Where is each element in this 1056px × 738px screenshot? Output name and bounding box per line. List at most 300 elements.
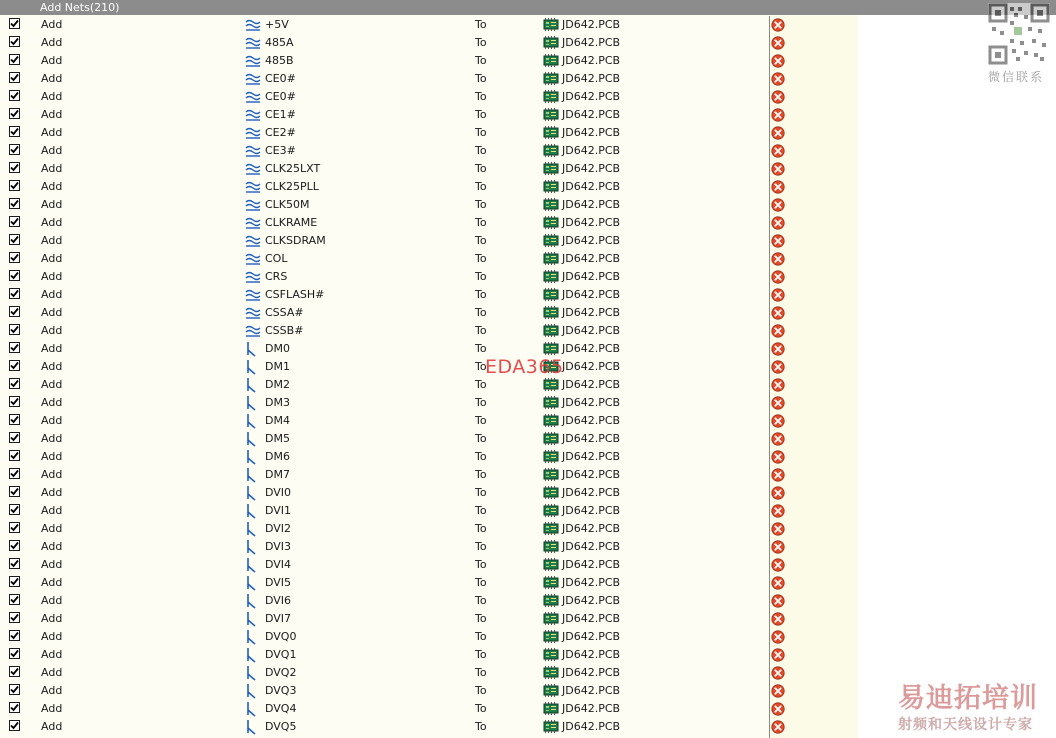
change-row[interactable] — [0, 466, 858, 484]
pcb-document-icon — [543, 378, 559, 391]
pcb-document-icon — [543, 342, 559, 355]
net-name: +5V — [265, 18, 289, 31]
checkmark-icon — [10, 55, 19, 64]
net-name: DVQ5 — [265, 720, 297, 733]
action-label: Add — [41, 162, 63, 175]
net-name: CLK25LXT — [265, 162, 321, 175]
net-name: CE0# — [265, 90, 296, 103]
change-row[interactable] — [0, 484, 858, 502]
target-document: JD642.PCB — [562, 540, 621, 553]
change-row[interactable] — [0, 448, 858, 466]
action-label: Add — [41, 684, 63, 697]
change-row[interactable] — [0, 88, 858, 106]
wire-net-icon — [245, 377, 261, 393]
target-document: JD642.PCB — [562, 198, 621, 211]
enable-checkbox[interactable] — [9, 612, 20, 623]
error-status-icon — [771, 630, 785, 644]
to-label: To — [475, 468, 487, 481]
checkmark-icon — [10, 667, 19, 676]
action-label: Add — [41, 486, 63, 499]
bus-net-icon — [245, 35, 261, 51]
to-label: To — [475, 684, 487, 697]
error-status-icon — [771, 252, 785, 266]
error-status-icon — [771, 648, 785, 662]
change-row[interactable] — [0, 124, 858, 142]
to-label: To — [475, 666, 487, 679]
wire-net-icon — [245, 539, 261, 555]
enable-checkbox[interactable] — [9, 720, 20, 731]
checkmark-icon — [10, 289, 19, 298]
to-label: To — [475, 324, 487, 337]
action-label: Add — [41, 450, 63, 463]
enable-checkbox[interactable] — [9, 234, 20, 245]
bus-net-icon — [245, 107, 261, 123]
change-row[interactable] — [0, 250, 858, 268]
wire-net-icon — [245, 557, 261, 573]
to-label: To — [475, 594, 487, 607]
enable-checkbox[interactable] — [9, 414, 20, 425]
to-label: To — [475, 72, 487, 85]
action-label: Add — [41, 144, 63, 157]
action-label: Add — [41, 324, 63, 337]
target-document: JD642.PCB — [562, 144, 621, 157]
change-row[interactable] — [0, 610, 858, 628]
enable-checkbox[interactable] — [9, 252, 20, 263]
enable-checkbox[interactable] — [9, 540, 20, 551]
target-document: JD642.PCB — [562, 342, 621, 355]
checkmark-icon — [10, 631, 19, 640]
changes-list — [0, 16, 858, 736]
pcb-document-icon — [543, 252, 559, 265]
to-label: To — [475, 576, 487, 589]
wire-net-icon — [245, 449, 261, 465]
target-document: JD642.PCB — [562, 126, 621, 139]
checkmark-icon — [10, 721, 19, 730]
checkmark-icon — [10, 37, 19, 46]
error-status-icon — [771, 468, 785, 482]
checkmark-icon — [10, 613, 19, 622]
target-document: JD642.PCB — [562, 450, 621, 463]
target-document: JD642.PCB — [562, 378, 621, 391]
net-name: DM7 — [265, 468, 290, 481]
to-label: To — [475, 540, 487, 553]
to-label: To — [475, 414, 487, 427]
checkmark-icon — [10, 541, 19, 550]
error-status-icon — [771, 342, 785, 356]
wire-net-icon — [245, 593, 261, 609]
error-status-icon — [771, 198, 785, 212]
error-status-icon — [771, 522, 785, 536]
action-label: Add — [41, 720, 63, 733]
change-row[interactable] — [0, 304, 858, 322]
bus-net-icon — [245, 251, 261, 267]
pcb-document-icon — [543, 468, 559, 481]
enable-checkbox[interactable] — [9, 450, 20, 461]
enable-checkbox[interactable] — [9, 288, 20, 299]
action-label: Add — [41, 666, 63, 679]
change-row[interactable] — [0, 430, 858, 448]
net-name: CSSB# — [265, 324, 304, 337]
change-row[interactable] — [0, 718, 858, 736]
to-label: To — [475, 288, 487, 301]
pcb-document-icon — [543, 18, 559, 31]
change-row[interactable] — [0, 70, 858, 88]
wire-net-icon — [245, 701, 261, 717]
action-label: Add — [41, 594, 63, 607]
enable-checkbox[interactable] — [9, 468, 20, 479]
enable-checkbox[interactable] — [9, 54, 20, 65]
target-document: JD642.PCB — [562, 720, 621, 733]
action-label: Add — [41, 414, 63, 427]
target-document: JD642.PCB — [562, 54, 621, 67]
wire-net-icon — [245, 647, 261, 663]
change-row[interactable] — [0, 376, 858, 394]
error-status-icon — [771, 432, 785, 446]
error-status-icon — [771, 90, 785, 104]
target-document: JD642.PCB — [562, 396, 621, 409]
enable-checkbox[interactable] — [9, 162, 20, 173]
net-name: DVQ3 — [265, 684, 297, 697]
wire-net-icon — [245, 359, 261, 375]
change-row[interactable] — [0, 52, 858, 70]
to-label: To — [475, 108, 487, 121]
net-name: DM3 — [265, 396, 290, 409]
target-document: JD642.PCB — [562, 486, 621, 499]
to-label: To — [475, 360, 487, 373]
checkmark-icon — [10, 307, 19, 316]
net-name: CE1# — [265, 108, 296, 121]
target-document: JD642.PCB — [562, 288, 621, 301]
target-document: JD642.PCB — [562, 108, 621, 121]
to-label: To — [475, 144, 487, 157]
enable-checkbox[interactable] — [9, 396, 20, 407]
wire-net-icon — [245, 521, 261, 537]
pcb-document-icon — [543, 720, 559, 733]
checkmark-icon — [10, 505, 19, 514]
error-status-icon — [771, 324, 785, 338]
change-row[interactable] — [0, 160, 858, 178]
enable-checkbox[interactable] — [9, 504, 20, 515]
pcb-document-icon — [543, 684, 559, 697]
enable-checkbox[interactable] — [9, 630, 20, 641]
error-status-icon — [771, 396, 785, 410]
wire-net-icon — [245, 467, 261, 483]
group-header[interactable] — [0, 0, 1056, 15]
target-document: JD642.PCB — [562, 180, 621, 193]
error-status-icon — [771, 144, 785, 158]
checkmark-icon — [10, 469, 19, 478]
change-row[interactable] — [0, 520, 858, 538]
enable-checkbox[interactable] — [9, 342, 20, 353]
action-label: Add — [41, 504, 63, 517]
action-label: Add — [41, 558, 63, 571]
change-row[interactable] — [0, 106, 858, 124]
target-document: JD642.PCB — [562, 666, 621, 679]
to-label: To — [475, 630, 487, 643]
pcb-document-icon — [543, 630, 559, 643]
bus-net-icon — [245, 233, 261, 249]
checkmark-icon — [10, 685, 19, 694]
pcb-document-icon — [543, 270, 559, 283]
error-status-icon — [771, 126, 785, 140]
net-name: DVQ0 — [265, 630, 297, 643]
target-document: JD642.PCB — [562, 36, 621, 49]
to-label: To — [475, 648, 487, 661]
checkmark-icon — [10, 271, 19, 280]
enable-checkbox[interactable] — [9, 684, 20, 695]
action-label: Add — [41, 270, 63, 283]
target-document: JD642.PCB — [562, 18, 621, 31]
change-row[interactable] — [0, 196, 858, 214]
enable-checkbox[interactable] — [9, 522, 20, 533]
action-label: Add — [41, 630, 63, 643]
action-label: Add — [41, 378, 63, 391]
change-row[interactable] — [0, 394, 858, 412]
action-label: Add — [41, 432, 63, 445]
change-row[interactable] — [0, 286, 858, 304]
target-document: JD642.PCB — [562, 504, 621, 517]
checkmark-icon — [10, 703, 19, 712]
bus-net-icon — [245, 89, 261, 105]
to-label: To — [475, 522, 487, 535]
net-name: DM6 — [265, 450, 290, 463]
enable-checkbox[interactable] — [9, 126, 20, 137]
error-status-icon — [771, 486, 785, 500]
target-document: JD642.PCB — [562, 702, 621, 715]
error-status-icon — [771, 594, 785, 608]
pcb-document-icon — [543, 144, 559, 157]
enable-checkbox[interactable] — [9, 648, 20, 659]
change-row[interactable] — [0, 268, 858, 286]
error-status-icon — [771, 54, 785, 68]
bus-net-icon — [245, 71, 261, 87]
target-document: JD642.PCB — [562, 468, 621, 481]
change-row[interactable] — [0, 178, 858, 196]
net-name: 485B — [265, 54, 294, 67]
to-label: To — [475, 612, 487, 625]
error-status-icon — [771, 558, 785, 572]
target-document: JD642.PCB — [562, 360, 621, 373]
action-label: Add — [41, 306, 63, 319]
wire-net-icon — [245, 485, 261, 501]
action-label: Add — [41, 18, 63, 31]
enable-checkbox[interactable] — [9, 198, 20, 209]
wire-net-icon — [245, 683, 261, 699]
pcb-document-icon — [543, 126, 559, 139]
bus-net-icon — [245, 161, 261, 177]
target-document: JD642.PCB — [562, 162, 621, 175]
net-name: DM1 — [265, 360, 290, 373]
change-row[interactable] — [0, 700, 858, 718]
change-row[interactable] — [0, 628, 858, 646]
enable-checkbox[interactable] — [9, 576, 20, 587]
enable-checkbox[interactable] — [9, 666, 20, 677]
to-label: To — [475, 396, 487, 409]
action-label: Add — [41, 216, 63, 229]
to-label: To — [475, 252, 487, 265]
eda365-watermark: EDA365 — [485, 356, 564, 378]
pcb-document-icon — [543, 558, 559, 571]
change-row[interactable] — [0, 592, 858, 610]
error-status-icon — [771, 504, 785, 518]
change-row[interactable] — [0, 664, 858, 682]
enable-checkbox[interactable] — [9, 558, 20, 569]
checkmark-icon — [10, 91, 19, 100]
error-status-icon — [771, 108, 785, 122]
enable-checkbox[interactable] — [9, 378, 20, 389]
pcb-document-icon — [543, 594, 559, 607]
to-label: To — [475, 342, 487, 355]
net-name: DVI0 — [265, 486, 292, 499]
change-row[interactable] — [0, 682, 858, 700]
checkmark-icon — [10, 181, 19, 190]
net-name: COL — [265, 252, 288, 265]
change-row[interactable] — [0, 340, 858, 358]
pcb-document-icon — [543, 54, 559, 67]
pcb-document-icon — [543, 576, 559, 589]
checkmark-icon — [10, 253, 19, 262]
bus-net-icon — [245, 287, 261, 303]
checkmark-icon — [10, 163, 19, 172]
error-status-icon — [771, 72, 785, 86]
change-row[interactable] — [0, 142, 858, 160]
enable-checkbox[interactable] — [9, 108, 20, 119]
pcb-document-icon — [543, 702, 559, 715]
to-label: To — [475, 162, 487, 175]
net-name: CE0# — [265, 72, 296, 85]
wire-net-icon — [245, 395, 261, 411]
pcb-document-icon — [543, 540, 559, 553]
enable-checkbox[interactable] — [9, 72, 20, 83]
bus-net-icon — [245, 323, 261, 339]
error-status-icon — [771, 612, 785, 626]
change-row[interactable] — [0, 412, 858, 430]
enable-checkbox[interactable] — [9, 216, 20, 227]
enable-checkbox[interactable] — [9, 324, 20, 335]
checkmark-icon — [10, 379, 19, 388]
enable-checkbox[interactable] — [9, 594, 20, 605]
action-label: Add — [41, 234, 63, 247]
pcb-document-icon — [543, 162, 559, 175]
to-label: To — [475, 36, 487, 49]
target-document: JD642.PCB — [562, 72, 621, 85]
target-document: JD642.PCB — [562, 684, 621, 697]
action-label: Add — [41, 288, 63, 301]
to-label: To — [475, 504, 487, 517]
change-row[interactable] — [0, 556, 858, 574]
pcb-document-icon — [543, 432, 559, 445]
checkmark-icon — [10, 73, 19, 82]
group-header-title: Add Nets(210) — [40, 1, 120, 14]
wire-net-icon — [245, 629, 261, 645]
net-name: DVQ1 — [265, 648, 297, 661]
change-row[interactable] — [0, 646, 858, 664]
change-row[interactable] — [0, 358, 858, 376]
enable-checkbox[interactable] — [9, 144, 20, 155]
change-row[interactable] — [0, 34, 858, 52]
bus-net-icon — [245, 215, 261, 231]
checkmark-icon — [10, 451, 19, 460]
wire-net-icon — [245, 611, 261, 627]
target-document: JD642.PCB — [562, 612, 621, 625]
error-status-icon — [771, 270, 785, 284]
change-row[interactable] — [0, 538, 858, 556]
target-document: JD642.PCB — [562, 252, 621, 265]
net-name: CLKRAME — [265, 216, 318, 229]
action-label: Add — [41, 576, 63, 589]
change-row[interactable] — [0, 16, 858, 34]
checkmark-icon — [10, 145, 19, 154]
enable-checkbox[interactable] — [9, 270, 20, 281]
net-name: DVQ4 — [265, 702, 297, 715]
error-status-icon — [771, 702, 785, 716]
enable-checkbox[interactable] — [9, 36, 20, 47]
error-status-icon — [771, 576, 785, 590]
bus-net-icon — [245, 305, 261, 321]
action-label: Add — [41, 522, 63, 535]
target-document: JD642.PCB — [562, 630, 621, 643]
action-label: Add — [41, 72, 63, 85]
change-row[interactable] — [0, 214, 858, 232]
bus-net-icon — [245, 197, 261, 213]
net-name: DVI3 — [265, 540, 292, 553]
target-document: JD642.PCB — [562, 270, 621, 283]
to-label: To — [475, 90, 487, 103]
target-document: JD642.PCB — [562, 90, 621, 103]
enable-checkbox[interactable] — [9, 306, 20, 317]
to-label: To — [475, 450, 487, 463]
enable-checkbox[interactable] — [9, 360, 20, 371]
pcb-document-icon — [543, 72, 559, 85]
change-row[interactable] — [0, 574, 858, 592]
to-label: To — [475, 486, 487, 499]
checkmark-icon — [10, 415, 19, 424]
net-name: 485A — [265, 36, 294, 49]
pcb-document-icon — [543, 36, 559, 49]
target-document: JD642.PCB — [562, 324, 621, 337]
enable-checkbox[interactable] — [9, 486, 20, 497]
error-status-icon — [771, 180, 785, 194]
to-label: To — [475, 270, 487, 283]
enable-checkbox[interactable] — [9, 180, 20, 191]
to-label: To — [475, 18, 487, 31]
enable-checkbox[interactable] — [9, 702, 20, 713]
error-status-icon — [771, 18, 785, 32]
enable-checkbox[interactable] — [9, 18, 20, 29]
pcb-document-icon — [543, 450, 559, 463]
error-status-icon — [771, 216, 785, 230]
error-status-icon — [771, 234, 785, 248]
action-label: Add — [41, 90, 63, 103]
action-label: Add — [41, 252, 63, 265]
change-row[interactable] — [0, 502, 858, 520]
action-label: Add — [41, 126, 63, 139]
change-row[interactable] — [0, 232, 858, 250]
target-document: JD642.PCB — [562, 576, 621, 589]
action-label: Add — [41, 342, 63, 355]
checkmark-icon — [10, 397, 19, 406]
net-name: CRS — [265, 270, 288, 283]
checkmark-icon — [10, 577, 19, 586]
net-name: DM2 — [265, 378, 290, 391]
pcb-document-icon — [543, 414, 559, 427]
to-label: To — [475, 216, 487, 229]
change-row[interactable] — [0, 322, 858, 340]
pcb-document-icon — [543, 648, 559, 661]
enable-checkbox[interactable] — [9, 90, 20, 101]
enable-checkbox[interactable] — [9, 432, 20, 443]
wire-net-icon — [245, 431, 261, 447]
